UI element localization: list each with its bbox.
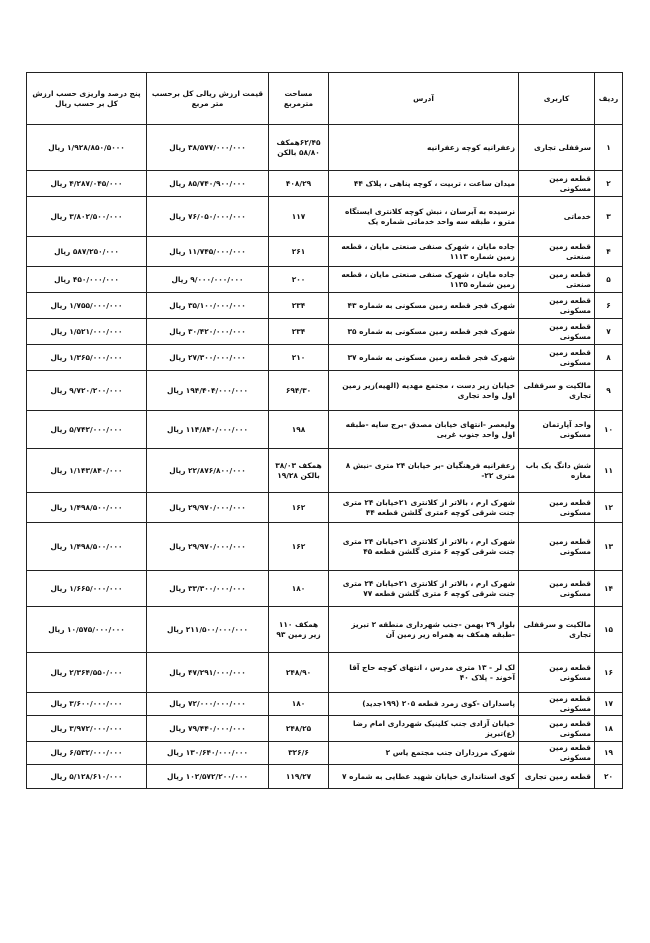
row-price: ۳۰/۴۲۰/۰۰۰/۰۰۰ ریال — [147, 319, 269, 345]
table-row — [27, 267, 623, 293]
row-price: ۲۹/۹۷۰/۰۰۰/۰۰۰ ریال — [147, 523, 269, 571]
row-usage: قطعه زمین مسکونی — [519, 571, 595, 607]
row-number: ۱۲ — [595, 493, 623, 523]
row-usage: مالکیت و سرقفلی تجاری — [519, 607, 595, 653]
row-area: ۱۶۲ — [269, 523, 329, 571]
row-area: ۲۳۴ — [269, 293, 329, 319]
row-number: ۱۱ — [595, 449, 623, 493]
row-address: شهرک ارم ، بالاتر از کلانتری ۲۱خیابان ۲۴ متری جنت شرقی کوچه ۶ متری گلشن قطعه ۷۷ — [329, 571, 519, 607]
table-row — [27, 742, 623, 765]
row-usage: قطعه زمین صنعتی — [519, 267, 595, 293]
row-usage: قطعه زمین مسکونی — [519, 742, 595, 765]
row-area: ۲۳۴ — [269, 319, 329, 345]
row-usage: مالکیت و سرقفلی تجاری — [519, 371, 595, 411]
row-number: ۱۴ — [595, 571, 623, 607]
row-deposit: ۱/۵۲۱/۰۰۰/۰۰۰ ریال — [27, 319, 147, 345]
row-usage: قطعه زمین مسکونی — [519, 319, 595, 345]
row-price: ۳۵/۱۰۰/۰۰۰/۰۰۰ ریال — [147, 293, 269, 319]
header-deposit: پنج درصد واریزی حسب ارزش کل بر حسب ریال — [27, 73, 147, 125]
row-number: ۶ — [595, 293, 623, 319]
row-price: ۴۷/۲۹۱/۰۰۰/۰۰۰ ریال — [147, 653, 269, 693]
table-row — [27, 237, 623, 267]
row-area: ۴۰۸/۲۹ — [269, 171, 329, 197]
row-usage: قطعه زمین تجاری — [519, 765, 595, 789]
row-area: ۱۸۰ — [269, 693, 329, 716]
row-number: ۱۷ — [595, 693, 623, 716]
row-usage: قطعه زمین مسکونی — [519, 653, 595, 693]
row-address: زعفرانیه فرهنگیان -بر خیابان ۲۴ متری -نبش ۸ متری ۲۲- — [329, 449, 519, 493]
row-number: ۹ — [595, 371, 623, 411]
row-deposit: ۶/۵۳۲/۰۰۰/۰۰۰ ریال — [27, 742, 147, 765]
row-deposit: ۱/۹۲۸/۸۵۰/۵۰۰۰ ریال — [27, 125, 147, 171]
row-deposit: ۱/۴۹۸/۵۰۰/۰۰۰ ریال — [27, 493, 147, 523]
row-address: شهرک فجر قطعه زمین مسکونی به شماره ۳۵ — [329, 319, 519, 345]
row-number: ۸ — [595, 345, 623, 371]
table-row — [27, 345, 623, 371]
row-deposit: ۱/۳۶۵/۰۰۰/۰۰۰ ریال — [27, 345, 147, 371]
row-address: شهرک مرزداران جنب مجتمع یاس ۲ — [329, 742, 519, 765]
table-row — [27, 319, 623, 345]
row-number: ۱۰ — [595, 411, 623, 449]
row-price: ۱۰۲/۵۷۲/۲۰۰/۰۰۰ ریال — [147, 765, 269, 789]
row-deposit: ۵/۷۴۲/۰۰۰/۰۰۰ ریال — [27, 411, 147, 449]
row-area: ۱۱۹/۲۷ — [269, 765, 329, 789]
row-address: خیابان زیر دست ، مجتمع مهدیه (الهیه)زیر زمین اول واحد تجاری — [329, 371, 519, 411]
row-area: همکف ۳۸/۰۳ بالکن ۱۹/۲۸ — [269, 449, 329, 493]
row-usage: قطعه زمین مسکونی — [519, 523, 595, 571]
row-deposit: ۴۵۰/۰۰۰/۰۰۰ ریال — [27, 267, 147, 293]
row-price: ۷۲/۰۰۰/۰۰۰/۰۰۰ ریال — [147, 693, 269, 716]
row-deposit: ۱/۱۴۳/۸۴۰/۰۰۰ ریال — [27, 449, 147, 493]
row-price: ۱۱/۷۴۵/۰۰۰/۰۰۰ ریال — [147, 237, 269, 267]
row-usage: قطعه زمین مسکونی — [519, 293, 595, 319]
row-address: پاسداران -کوی زمرد قطعه ۲۰۵ (۱۹۹جدید) — [329, 693, 519, 716]
row-deposit: ۱/۷۵۵/۰۰۰/۰۰۰ ریال — [27, 293, 147, 319]
row-usage: قطعه زمین مسکونی — [519, 716, 595, 742]
header-usage: کاربری — [519, 73, 595, 125]
table-row — [27, 523, 623, 571]
row-area: ۶۹۴/۳۰ — [269, 371, 329, 411]
row-price: ۹/۰۰۰/۰۰۰/۰۰۰ ریال — [147, 267, 269, 293]
row-number: ۲ — [595, 171, 623, 197]
row-deposit: ۵/۱۲۸/۶۱۰/۰۰۰ ریال — [27, 765, 147, 789]
row-area: ۲۱۰ — [269, 345, 329, 371]
row-number: ۲۰ — [595, 765, 623, 789]
row-deposit: ۱۰/۵۷۵/۰۰۰/۰۰۰ ریال — [27, 607, 147, 653]
row-address: زعفرانیه کوچه زعفرانیه — [329, 125, 519, 171]
row-address: جاده مایان ، شهرک صنفی صنعتی مایان ، قطعه زمین شماره ۱۱۱۳ — [329, 237, 519, 267]
table-row — [27, 293, 623, 319]
row-usage: سرقفلی تجاری — [519, 125, 595, 171]
row-area: ۱۸۰ — [269, 571, 329, 607]
row-address: کوی استانداری خیابان شهید عطایی به شماره ۷ — [329, 765, 519, 789]
row-area: همکف ۱۱۰ زیر زمین ۹۳ — [269, 607, 329, 653]
row-price: ۳۸/۵۷۷/۰۰۰/۰۰۰ ریال — [147, 125, 269, 171]
table-row — [27, 493, 623, 523]
row-area: ۱۶۲ — [269, 493, 329, 523]
row-address: خیابان آزادی جنب کلینیک شهرداری امام رضا (ع)تبریز — [329, 716, 519, 742]
row-number: ۱۹ — [595, 742, 623, 765]
row-deposit: ۳/۸۰۲/۵۰۰/۰۰۰ ریال — [27, 197, 147, 237]
row-address: لک لر - ۱۳ متری مدرس ، انتهای کوچه حاج آقا آخوند - پلاک ۴۰ — [329, 653, 519, 693]
row-address: شهرک فجر قطعه زمین مسکونی به شماره ۳۷ — [329, 345, 519, 371]
row-price: ۲۹/۹۷۰/۰۰۰/۰۰۰ ریال — [147, 493, 269, 523]
row-area: ۶۲/۴۵همکف ۵۸/۸۰ بالکن — [269, 125, 329, 171]
row-number: ۱۵ — [595, 607, 623, 653]
row-address: بلوار ۲۹ بهمن -جنب شهرداری منطقه ۲ تبریز -طبقه همکف به همراه زیر زمین آن — [329, 607, 519, 653]
row-price: ۷۶/۰۵۰/۰۰۰/۰۰۰ ریال — [147, 197, 269, 237]
row-price: ۳۳/۳۰۰/۰۰۰/۰۰۰ ریال — [147, 571, 269, 607]
row-deposit: ۴/۲۸۷/۰۴۵/۰۰۰ ریال — [27, 171, 147, 197]
row-deposit: ۱/۶۶۵/۰۰۰/۰۰۰ ریال — [27, 571, 147, 607]
header-area: مساحت مترمربع — [269, 73, 329, 125]
row-address: شهرک ارم ، بالاتر از کلانتری ۲۱خیابان ۲۴ متری جنت شرقی کوچه ۶متری گلشن قطعه ۴۴ — [329, 493, 519, 523]
row-area: ۲۰۰ — [269, 267, 329, 293]
table-row — [27, 607, 623, 653]
row-usage: قطعه زمین مسکونی — [519, 493, 595, 523]
row-address: نرسیده به آبرسان ، نبش کوچه کلانتری ایستگاه مترو ، طبقه سه واحد خدماتی شماره یک — [329, 197, 519, 237]
row-usage: قطعه زمین صنعتی — [519, 237, 595, 267]
document-page — [26, 72, 622, 789]
row-deposit: ۵۸۷/۲۵۰/۰۰۰ ریال — [27, 237, 147, 267]
row-usage: قطعه زمین مسکونی — [519, 345, 595, 371]
table-row — [27, 765, 623, 789]
row-address: شهرک فجر قطعه زمین مسکونی به شماره ۴۳ — [329, 293, 519, 319]
row-number: ۱۶ — [595, 653, 623, 693]
row-usage: واحد آپارتمان مسکونی — [519, 411, 595, 449]
row-price: ۲۱۱/۵۰۰/۰۰۰/۰۰۰ ریال — [147, 607, 269, 653]
row-usage: قطعه زمین مسکونی — [519, 693, 595, 716]
header-price: قیمت ارزش ریالی کل برحسب متر مربع — [147, 73, 269, 125]
row-address: جاده مایان ، شهرک صنفی صنعتی مایان ، قطعه زمین شماره ۱۱۳۵ — [329, 267, 519, 293]
row-price: ۱۱۴/۸۴۰/۰۰۰/۰۰۰ ریال — [147, 411, 269, 449]
row-usage: قطعه زمین مسکونی — [519, 171, 595, 197]
row-number: ۳ — [595, 197, 623, 237]
row-price: ۷۹/۴۴۰/۰۰۰/۰۰۰ ریال — [147, 716, 269, 742]
row-deposit: ۳/۶۰۰/۰۰۰/۰۰۰ ریال — [27, 693, 147, 716]
table-row — [27, 171, 623, 197]
row-deposit: ۲/۳۶۴/۵۵۰/۰۰۰ ریال — [27, 653, 147, 693]
row-area: ۱۹۸ — [269, 411, 329, 449]
table-row — [27, 693, 623, 716]
row-deposit: ۱/۴۹۸/۵۰۰/۰۰۰ ریال — [27, 523, 147, 571]
row-number: ۱۳ — [595, 523, 623, 571]
row-usage: خدماتی — [519, 197, 595, 237]
row-price: ۱۹۴/۴۰۴/۰۰۰/۰۰۰ ریال — [147, 371, 269, 411]
row-price: ۲۷/۳۰۰/۰۰۰/۰۰۰ ریال — [147, 345, 269, 371]
row-area: ۲۴۸/۹۰ — [269, 653, 329, 693]
header-address: آدرس — [329, 73, 519, 125]
row-number: ۴ — [595, 237, 623, 267]
header-row-no: ردیف — [595, 73, 623, 125]
row-area: ۳۲۶/۶ — [269, 742, 329, 765]
row-price: ۲۲/۸۷۶/۸۰۰/۰۰۰ ریال — [147, 449, 269, 493]
row-price: ۱۳۰/۶۴۰/۰۰۰/۰۰۰ ریال — [147, 742, 269, 765]
property-table — [26, 72, 623, 789]
table-body — [27, 125, 623, 789]
row-area: ۲۶۱ — [269, 237, 329, 267]
row-area: ۱۱۷ — [269, 197, 329, 237]
row-deposit: ۹/۷۲۰/۲۰۰/۰۰۰ ریال — [27, 371, 147, 411]
row-address: میدان ساعت ، تربیت ، کوچه پناهی ، پلاک ۴۴ — [329, 171, 519, 197]
row-price: ۸۵/۷۴۰/۹۰۰/۰۰۰ ریال — [147, 171, 269, 197]
row-number: ۵ — [595, 267, 623, 293]
row-number: ۱۸ — [595, 716, 623, 742]
table-row — [27, 653, 623, 693]
table-row — [27, 716, 623, 742]
table-row — [27, 449, 623, 493]
row-number: ۱ — [595, 125, 623, 171]
row-deposit: ۳/۹۷۲/۰۰۰/۰۰۰ ریال — [27, 716, 147, 742]
table-row — [27, 125, 623, 171]
row-usage: شش دانگ یک باب مغازه — [519, 449, 595, 493]
row-area: ۲۴۸/۲۵ — [269, 716, 329, 742]
row-address: ولیعصر -انتهای خیابان مصدق -برج سایه -طبقه اول واحد جنوب غربی — [329, 411, 519, 449]
table-row — [27, 411, 623, 449]
table-row — [27, 197, 623, 237]
row-address: شهرک ارم ، بالاتر از کلانتری ۲۱خیابان ۲۴ متری جنت شرقی کوچه ۶ متری گلشن قطعه ۴۵ — [329, 523, 519, 571]
table-row — [27, 371, 623, 411]
header-row — [27, 73, 623, 125]
row-number: ۷ — [595, 319, 623, 345]
table-row — [27, 571, 623, 607]
